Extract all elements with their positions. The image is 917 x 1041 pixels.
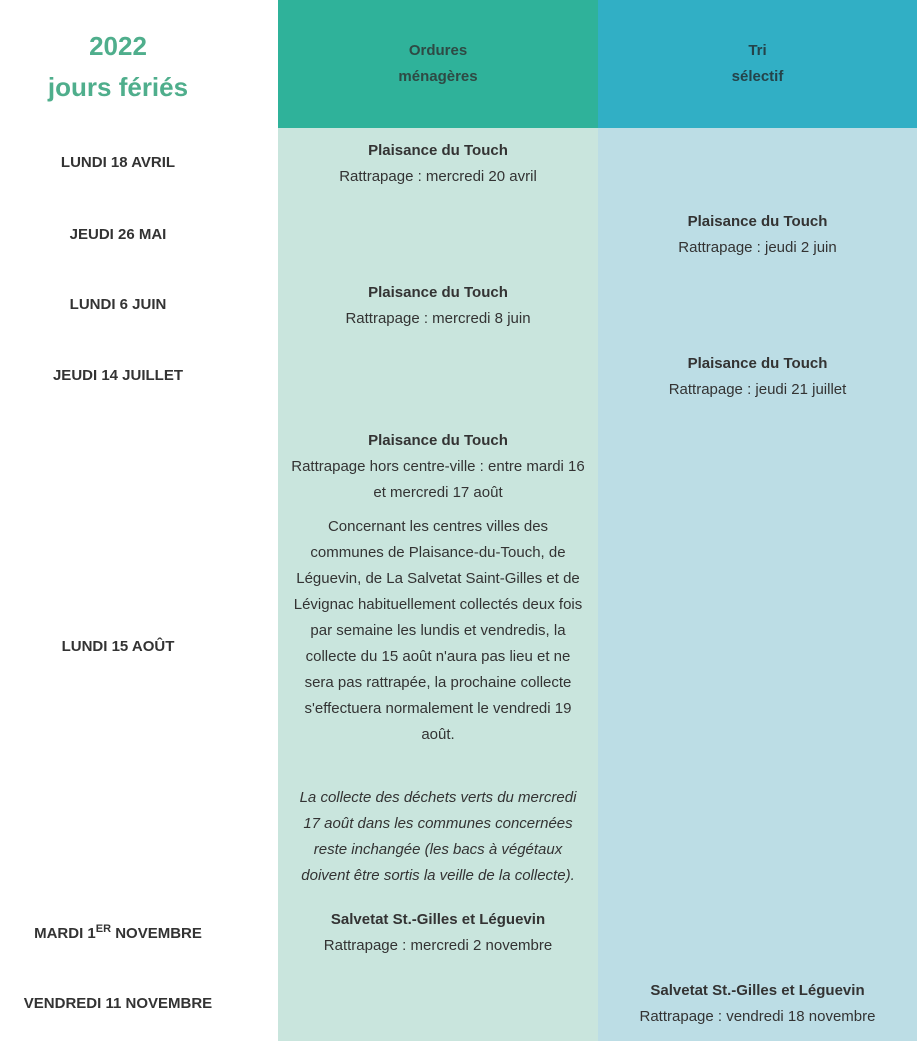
om-entry: [290, 907, 586, 959]
holiday-date: VENDREDI 11 NOVEMBRE: [23, 995, 213, 1012]
holiday-date: LUNDI 15 AOÛT: [61, 638, 175, 655]
commune-name: Salvetat St.-Gilles et Léguevin: [330, 911, 546, 928]
date-suffix: NOVEMBRE: [111, 925, 202, 942]
commune-name: Plaisance du Touch: [368, 284, 508, 301]
commune-name: Plaisance du Touch: [368, 432, 508, 449]
tri-entry: [608, 978, 907, 1030]
rattrapage-text: Rattrapage : mercredi 8 juin: [345, 310, 531, 327]
green-waste-note: La collecte des déchets verts du mercredi 17 août dans les communes concernées reste inchangée (les bacs à végétaux doivent être sortis la veille de la collecte).: [299, 789, 577, 884]
holiday-date: JEUDI 26 MAI: [69, 226, 167, 243]
tri-selectif-column: [598, 0, 917, 1041]
tri-entry: [608, 351, 907, 403]
commune-name: Plaisance du Touch: [687, 213, 828, 230]
title-subtitle: jours fériés: [47, 72, 189, 102]
header-ordures-menageres: Ordures ménagères: [278, 0, 598, 128]
commune-name: Plaisance du Touch: [687, 355, 828, 372]
om-entry: [290, 280, 586, 332]
commune-name: Plaisance du Touch: [368, 142, 508, 159]
om-entry: [290, 428, 586, 506]
collection-note: Concernant les centres villes des communes de Plaisance-du-Touch, de Léguevin, de La Salvetat Saint-Gilles et de Lévignac habituellement collectés deux fois par semaine les lundis et vendredis, la collecte du 15 août n'aura pas lieu et ne sera pas rattrapée, la prochaine collecte s'effectuera normalement le vendredi 19 août.: [293, 518, 583, 743]
header-tri-selectif: Tri sélectif: [598, 0, 917, 128]
rattrapage-text: Rattrapage : vendredi 18 novembre: [639, 1008, 876, 1025]
commune-name: Salvetat St.-Gilles et Léguevin: [650, 982, 865, 999]
holiday-date: JEUDI 14 JUILLET: [52, 367, 184, 384]
date-superscript: ER: [95, 923, 112, 935]
om-entry: [290, 138, 586, 190]
rattrapage-text: Rattrapage : mercredi 20 avril: [339, 168, 537, 185]
holiday-date: [0, 923, 236, 942]
tri-entry: [608, 209, 907, 261]
date-prefix: MARDI 1: [34, 925, 96, 942]
rattrapage-text: Rattrapage : jeudi 21 juillet: [668, 381, 847, 398]
holiday-date: LUNDI 18 AVRIL: [60, 154, 176, 171]
holiday-date: LUNDI 6 JUIN: [69, 296, 167, 313]
rattrapage-text: Rattrapage hors centre-ville : entre mardi 16 et mercredi 17 août: [291, 458, 585, 501]
page-title: [0, 26, 236, 108]
title-year: 2022: [89, 31, 147, 61]
rattrapage-text: Rattrapage : mercredi 2 novembre: [323, 937, 553, 954]
rattrapage-text: Rattrapage : jeudi 2 juin: [678, 239, 837, 256]
